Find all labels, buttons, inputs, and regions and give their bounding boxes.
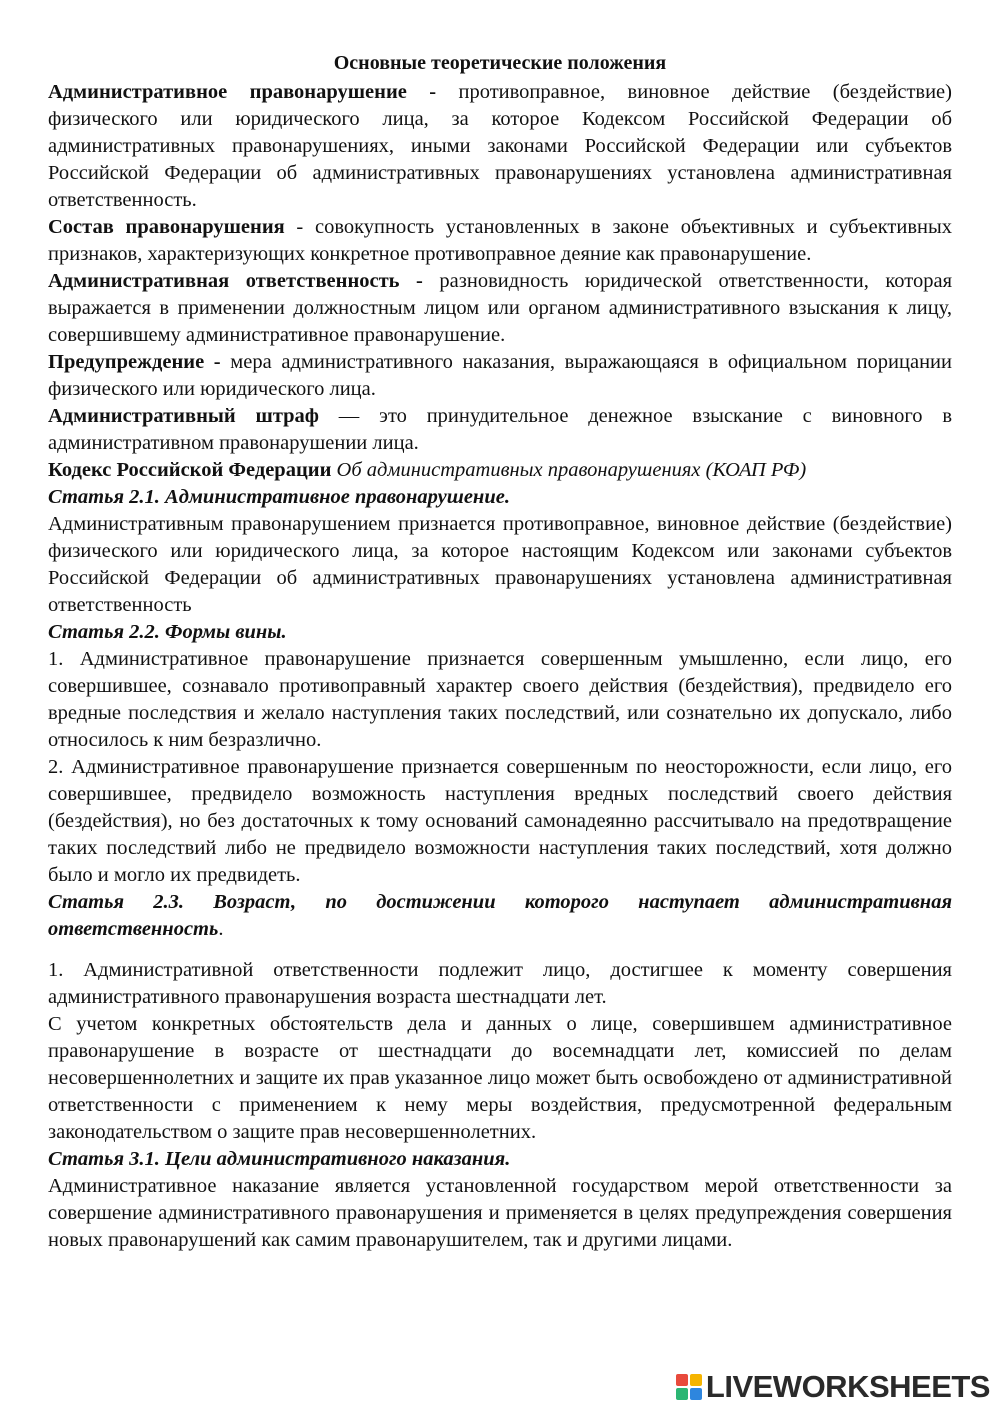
article-2-3-heading: Статья 2.3. Возраст, по достижении которого наступает административная ответственность. xyxy=(48,891,952,940)
liveworksheets-logo-icon xyxy=(676,1374,702,1400)
article-3-1-heading: Статья 3.1. Цели административного наказания. xyxy=(48,1148,511,1170)
article-2-2-heading: Статья 2.2. Формы вины. xyxy=(48,621,287,643)
liveworksheets-logo-text: LIVEWORKSHEETS xyxy=(705,1369,990,1404)
article-2-3-paragraph-1: 1. Административной ответственности подлежит лицо, достигшее к моменту совершения административного правонарушения возраста шестнадцати лет. xyxy=(48,959,952,1008)
definition-term: Состав правонарушения xyxy=(48,216,285,238)
definition-term: Административный штраф xyxy=(48,405,319,427)
definition-administrative-liability: Административная ответственность - разновидность юридической ответственности, которая выражается в применении должностным лицом или органом административного взыскания к лицу, совершившему административное правонарушение. xyxy=(48,270,952,346)
definition-text: совокупность установленных в законе объективных и субъективных признаков, характеризующих конкретное противоправное деяние как правонарушение. xyxy=(48,216,952,265)
definition-text: противоправное, виновное действие (бездействие) физического или юридического лица, за которое Кодексом Российской Федерации об административных правонарушениях, иными законами Российской Федерации или субъектов Российской Федерации об административных правонарушениях установлена административная ответственность. xyxy=(48,81,952,211)
article-2-2-paragraph-2: 2. Административное правонарушение признается совершенным по неосторожности, если лицо, его совершившее, предвидело возможность наступления вредных последствий своего действия (бездействия), но без достаточных к тому оснований самонадеянно рассчитывало на предотвращение таких последствий либо не предвидело возможности наступления таких последствий, хотя должно было и могло их предвидеть. xyxy=(48,756,952,886)
definition-text: мера административного наказания, выражающаяся в официальном порицании физического или юридического лица. xyxy=(48,351,952,400)
article-3-1-text: Административное наказание является установленной государством мерой ответственности за совершение административного правонарушения и применяется в целях предупреждения совершения новых правонарушений как самим правонарушителем, так и другими лицами. xyxy=(48,1175,952,1251)
document-page xyxy=(48,50,952,1254)
article-2-1-heading: Статья 2.1. Административное правонарушение. xyxy=(48,486,510,508)
article-2-2-paragraph-1: 1. Административное правонарушение признается совершенным умышленно, если лицо, его совершившее, сознавало противоправный характер своего действия (бездействия), предвидело его вредные последствия и желало наступления таких последствий, или сознательно их допускало, либо относилось к ним безразлично. xyxy=(48,648,952,751)
spacer xyxy=(48,943,952,957)
code-heading: Кодекс Российской Федерации Об административных правонарушениях (КОАП РФ) xyxy=(48,459,807,481)
definition-text: разновидность юридической ответственности, которая выражается в применении должностным лицом или органом административного взыскания к лицу, совершившему административное правонарушение. xyxy=(48,270,952,346)
definition-warning: Предупреждение - мера административного наказания, выражающаяся в официальном порицании физического или юридического лица. xyxy=(48,351,952,400)
page-title: Основные теоретические положения xyxy=(333,52,667,74)
definition-term: Административное правонарушение xyxy=(48,81,407,103)
definition-offense-composition: Состав правонарушения - совокупность установленных в законе объективных и субъективных признаков, характеризующих конкретное противоправное деяние как правонарушение. xyxy=(48,216,952,265)
liveworksheets-logo xyxy=(676,1369,990,1405)
definition-term: Административная ответственность xyxy=(48,270,400,292)
article-2-1-text: Административным правонарушением признается противоправное, виновное действие (бездействие) физического или юридического лица, за которое настоящим Кодексом или законами субъектов Российской Федерации об административных правонарушениях установлена административная ответственность xyxy=(48,513,952,616)
definition-fine: Административный штраф — это принудительное денежное взыскание с виновного в административном правонарушении лица. xyxy=(48,405,953,454)
definition-administrative-offense: Административное правонарушение - противоправное, виновное действие (бездействие) физического или юридического лица, за которое Кодексом Российской Федерации об административных правонарушениях, иными законами Российской Федерации или субъектов Российской Федерации об административных правонарушениях установлена административная ответственность. xyxy=(48,81,952,211)
article-2-3-paragraph-2: С учетом конкретных обстоятельств дела и данных о лице, совершившем административное правонарушение в возрасте от шестнадцати до восемнадцати лет, комиссией по делам несовершеннолетних и защите их прав указанное лицо может быть освобождено от административной ответственности с применением к нему меры воздействия, предусмотренной федеральным законодательством о защите прав несовершеннолетних. xyxy=(48,1013,952,1143)
definition-text: это принудительное денежное взыскание с виновного в административном правонарушении лица. xyxy=(48,405,953,454)
definition-term: Предупреждение xyxy=(48,351,205,373)
